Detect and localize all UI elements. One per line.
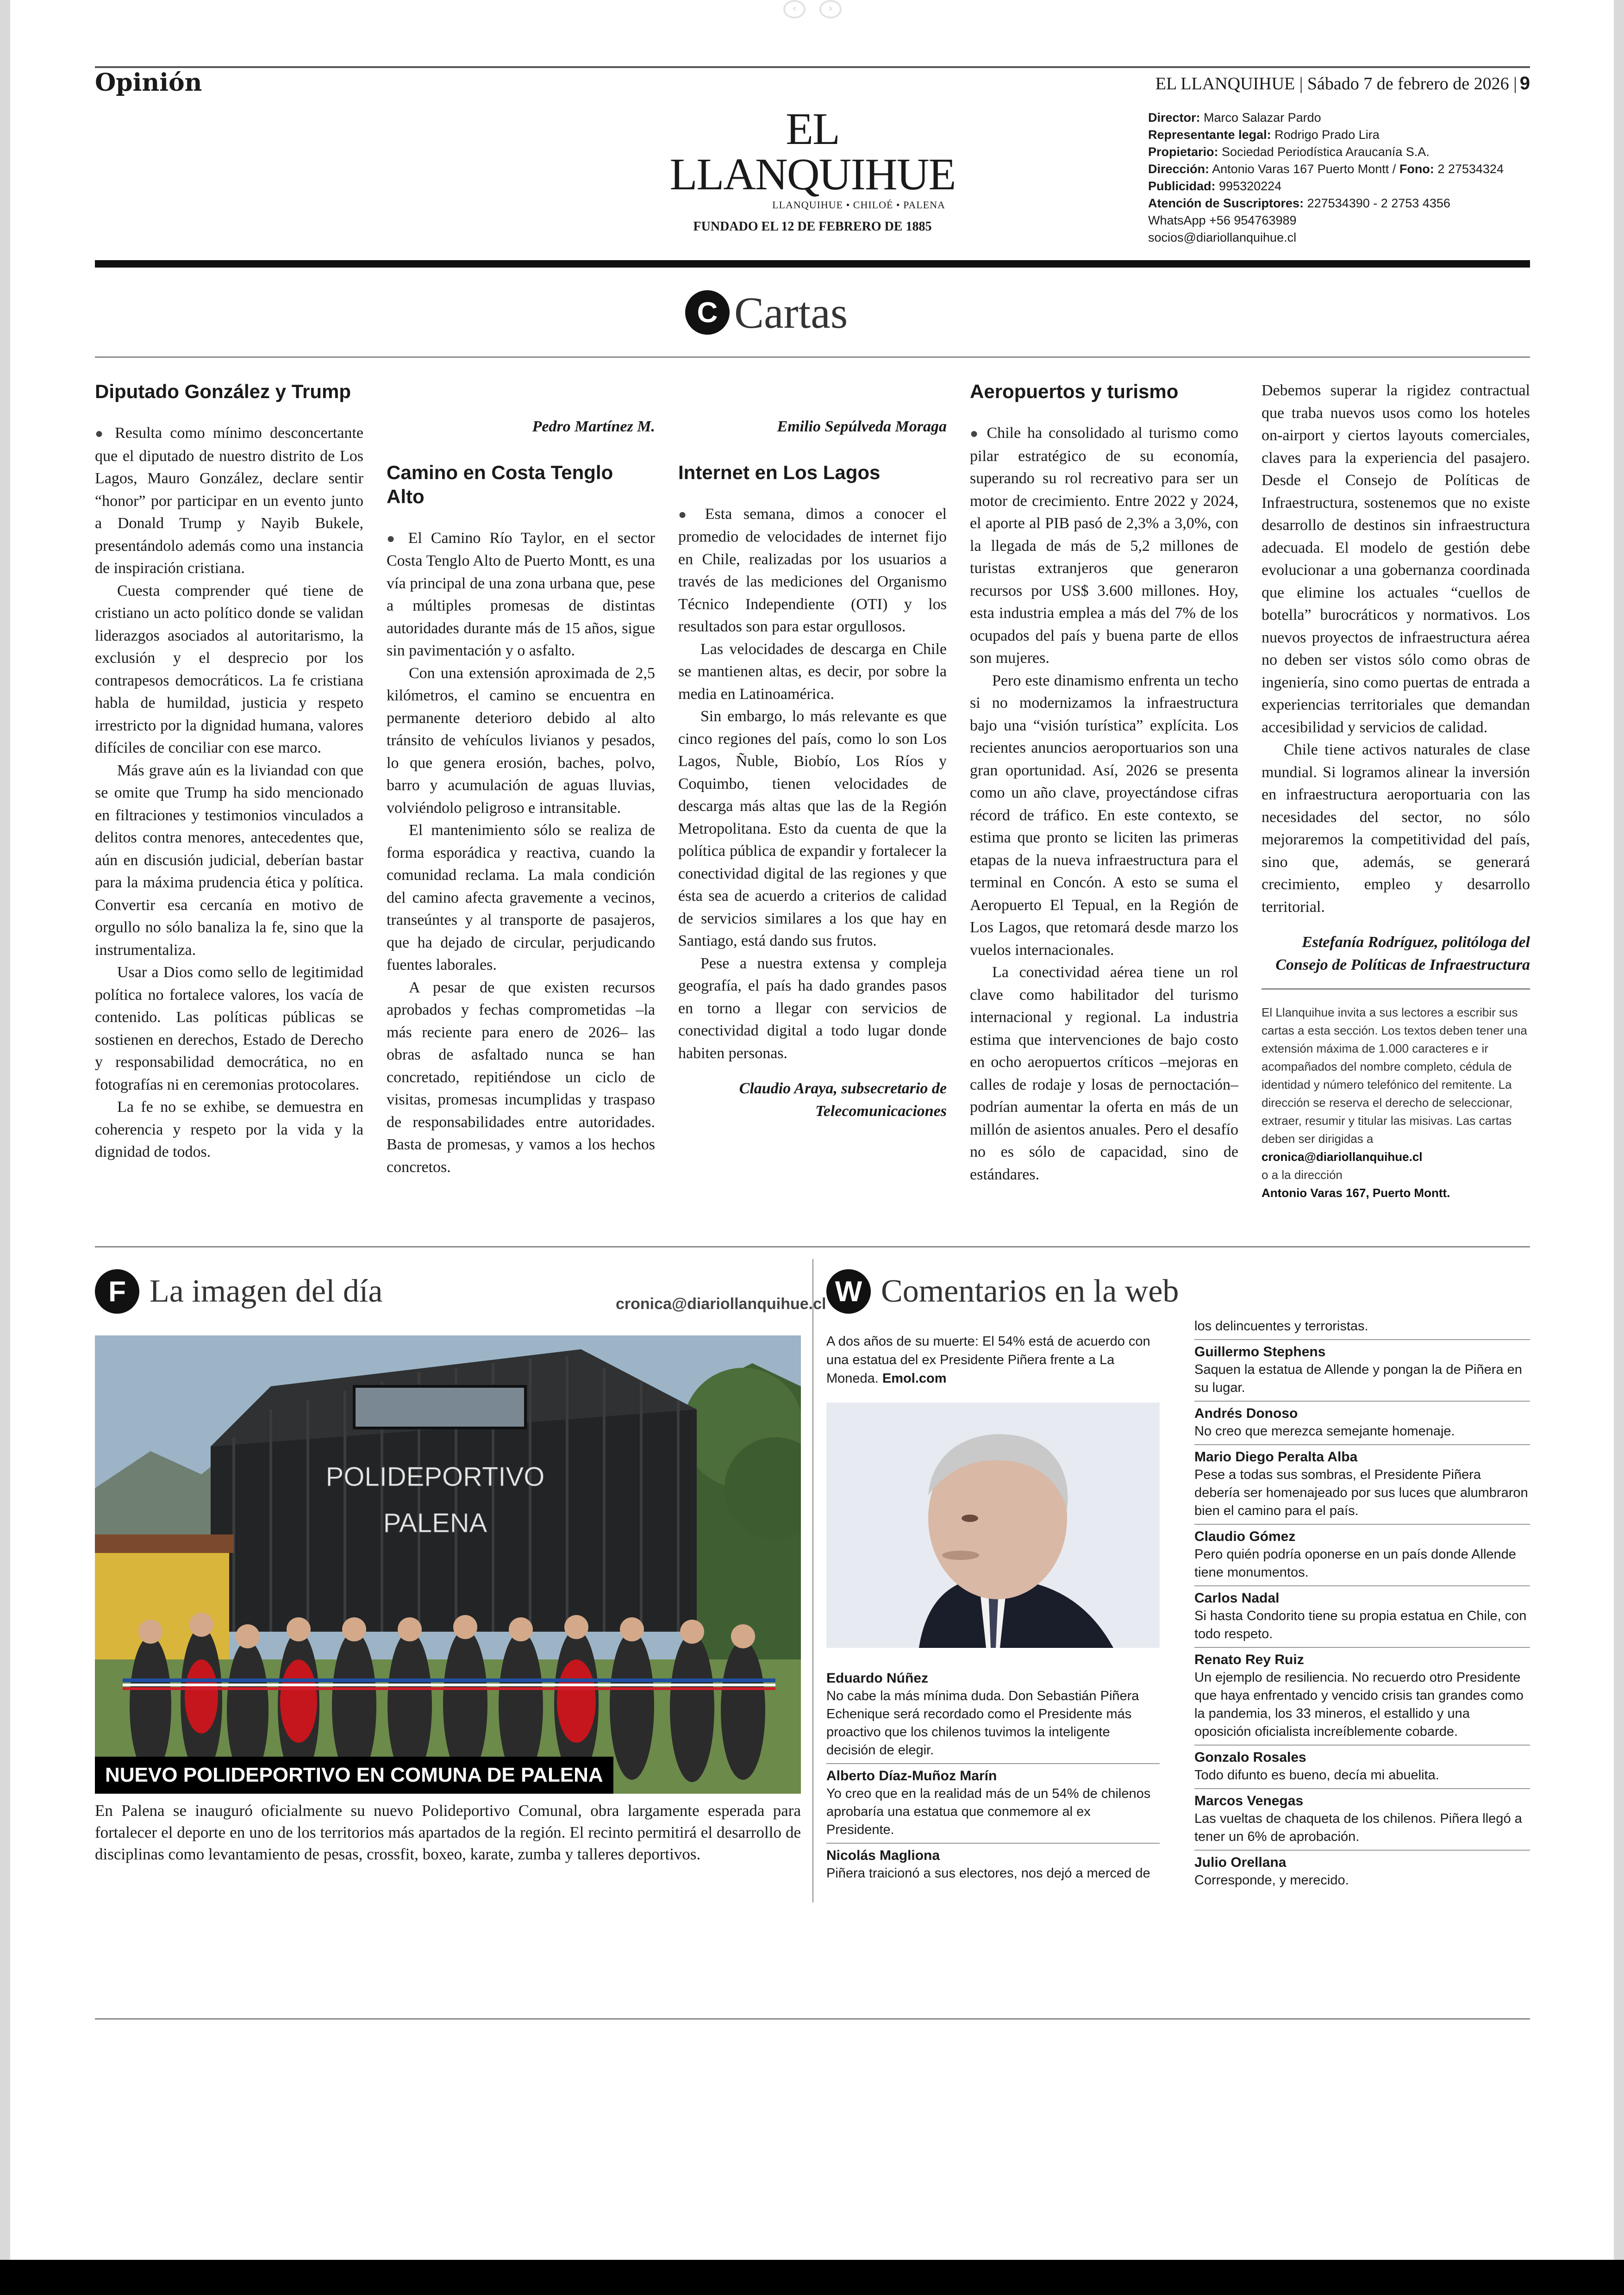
column-3: [678, 403, 947, 1145]
staff-line: [1148, 195, 1532, 212]
comment-item: [1194, 1648, 1530, 1746]
comment-text: Piñera traicionó a sus electores, nos dejó a merced de: [826, 1866, 1150, 1881]
letter-paragraph: Más grave aún es la liviandad con que se omite que Trump ha sido mencionado en filtraciones y testimonios vinculados a delitos contra menores, antecedentes que, aún en discusión judicial, deberían bastar para la máxima prudencia ética y política. Convertir esa cercanía en motivo de orgullo no sólo banaliza la fe, sino que la instrumentaliza.: [95, 761, 363, 959]
viewer-left-rail: [0, 0, 10, 2295]
staff-value: Sociedad Periodística Araucanía S.A.: [1222, 145, 1430, 159]
bottom-rule: [95, 2018, 1530, 2020]
section-label: Opinión: [95, 69, 202, 97]
comment-author: Guillermo Stephens: [1194, 1344, 1326, 1360]
cartas-rule: [95, 356, 1530, 358]
masthead: [662, 106, 963, 234]
staff-label: Representante legal:: [1148, 128, 1271, 142]
next-page-icon[interactable]: ›: [819, 0, 842, 19]
notice-email[interactable]: cronica@diariollanquihue.cl: [1262, 1150, 1423, 1164]
letter-paragraph: La fe no se exhibe, se demuestra en coherencia y respeto por la vida y la dignidad de todos.: [95, 1098, 363, 1160]
comment-text: Corresponde, y merecido.: [1194, 1873, 1349, 1888]
building-sign-line-1: POLIDEPORTIVO: [325, 1462, 545, 1492]
letter-paragraph: Debemos superar la rigidez contractual que traba nuevos usos como los hoteles on-airport y ciertos layouts comerciales, claves para la experiencia del pasajero. Desde el Consejo de Políticas de Infraestructura, sostenemos que no existe desarrollo de destinos sin infraestructura adecuada. El modelo de gestión debe evolucionar a una gobernanza coordinada que elimine los actuales “cuellos de botella” burocráticos y normativos. Los nuevos proyectos de infraestructura aérea no deben ser vistos sólo como obras de ingeniería, sino como puertas de entrada a experiencias territoriales que demandan accesibilidad y servicios de calidad.: [1262, 382, 1530, 736]
column-1: [95, 380, 363, 1164]
comment-author: Andrés Donoso: [1194, 1406, 1298, 1421]
notice-or: o a la dirección: [1262, 1168, 1343, 1182]
portrait-illustration: [826, 1403, 1160, 1648]
imagen-email[interactable]: cronica@diariollanquihue.cl: [616, 1295, 826, 1313]
staff-value: Antonio Varas 167 Puerto Montt /: [1212, 162, 1396, 176]
comment-author: Renato Rey Ruiz: [1194, 1652, 1304, 1667]
staff-line: [1148, 229, 1532, 246]
comment-item: [1194, 1851, 1530, 1893]
comment-author: Marcos Venegas: [1194, 1793, 1304, 1809]
page-number: 9: [1519, 73, 1530, 94]
continued-spacer: [387, 380, 655, 403]
letter-paragraph: Cuesta comprender qué tiene de cristiano un acto político donde se validan liderazgos asociados al autoritarismo, la exclusión y el desprecio por los contrapesos democráticos. La fe cristiana habla de humildad, justicia y respeto irrestricto por la dignidad humana, valores difíciles de conciliar con ese marco.: [95, 582, 363, 756]
letter-title: Internet en Los Lagos: [678, 461, 881, 483]
photo-caption: NUEVO POLIDEPORTIVO EN COMUNA DE PALENA: [95, 1757, 613, 1794]
comment-text: los delincuentes y terroristas.: [1194, 1319, 1368, 1334]
comment-text: Pese a todas sus sombras, el Presidente Piñera debería ser homenajeado por sus luces que alumbraron bien el camino para el país.: [1194, 1467, 1528, 1518]
vertical-divider: [812, 1259, 813, 1902]
staff-line: [1148, 143, 1532, 161]
staff-line: [1148, 126, 1532, 143]
staff-label: Propietario:: [1148, 145, 1218, 159]
comment-item: [1194, 1340, 1530, 1402]
comment-author: Claudio Gómez: [1194, 1529, 1296, 1544]
letter-paragraph: ● Resulta como mínimo desconcertante que el diputado de nuestro distrito de Los Lagos, Mauro González, declare sentir “honor” por participar en un evento junto a Donald Trump y Nayib Bukele, presentándolo además como una instancia de inspiración cristiana.: [95, 422, 363, 580]
viewer-right-rail: [1614, 0, 1624, 2295]
web-intro: [826, 1332, 1160, 1388]
cartas-c-icon: C: [685, 290, 730, 335]
staff-label: Publicidad:: [1148, 179, 1216, 193]
viewer-bottom-bar: [0, 2260, 1624, 2295]
letter-title: Camino en Costa Tenglo Alto: [387, 461, 613, 507]
letters-notice: [1262, 988, 1530, 1202]
comment-author: Mario Diego Peralta Alba: [1194, 1449, 1358, 1465]
comment-text: No creo que merezca semejante homenaje.: [1194, 1424, 1455, 1439]
staff-value: socios@diariollanquihue.cl: [1148, 231, 1297, 244]
section-divider: [95, 1246, 1530, 1247]
staff-label: Fono:: [1399, 162, 1434, 176]
web-intro-text: A dos años de su muerte: El 54% está de acuerdo con una estatua del ex Presidente Piñera frente a La Moneda.: [826, 1334, 1150, 1386]
dateline: [1156, 73, 1530, 94]
comment-text: No cabe la más mínima duda. Don Sebastián Piñera Echenique será recordado como el Presidente más proactivo que los chilenos tuvimos la inteligente decisión de elegir.: [826, 1689, 1139, 1758]
comment-text: Pero quién podría oponerse en un país donde Allende tiene monumentos.: [1194, 1547, 1516, 1580]
imagen-header: [95, 1268, 382, 1315]
staff-value: 995320224: [1219, 179, 1282, 193]
letter-paragraph: Chile tiene activos naturales de clase mundial. Si logramos alinear la inversión en infraestructura aeroportuaria con las necesidades del sector, no sólo mejoraremos la competitividad del país, sino que, además, se generará crecimiento, empleo y desarrollo territorial.: [1262, 741, 1530, 916]
comment-item: [1194, 1315, 1530, 1340]
staff-value: 227534390 - 2 2753 4356: [1307, 196, 1450, 210]
staff-value: Rodrigo Prado Lira: [1274, 128, 1380, 142]
letter-paragraph: ● El Camino Río Taylor, en el sector Costa Tenglo Alto de Puerto Montt, es una vía principal de una zona urbana que, pese a múltiples promesas de distintas autoridades durante más de 15 años, sigue sin pavimentación y o asfalto.: [387, 527, 655, 662]
comment-author: Carlos Nadal: [1194, 1590, 1280, 1606]
cartas-title: Cartas: [734, 287, 848, 337]
staff-line: [1148, 161, 1532, 178]
comment-item: [826, 1764, 1160, 1844]
comment-text: Saquen la estatua de Allende y pongan la de Piñera en su lugar.: [1194, 1362, 1522, 1395]
comment-item: [1194, 1525, 1530, 1586]
staff-value: Marco Salazar Pardo: [1204, 111, 1321, 125]
comment-author: Eduardo Núñez: [826, 1671, 929, 1686]
letter-paragraph: Pese a nuestra extensa y compleja geografía, el país ha dado grandes pasos en torno a llegar con servicios de conectividad digital a todo lugar donde habiten personas.: [678, 954, 947, 1062]
column-2: [387, 380, 655, 1179]
letter-paragraph: El mantenimiento sólo se realiza de forma esporádica y reactiva, cuando la comunidad reclama. La mala condición del camino afecta gravemente a vecinos, transeúntes y al transporte de pasajeros, que ha dejado de circular, perjudicando fuentes laborales.: [387, 822, 655, 973]
imagen-title: La imagen del día: [150, 1273, 383, 1309]
notice-text: El Llanquihue invita a sus lectores a escribir sus cartas a esta sección. Los textos deben tener una extensión máxima de 1.000 caracteres e ir acompañados del nombre completo, cédula de identidad y número telefónico del remitente. La dirección se reserva el derecho de seleccionar, extraer, resumir y titular las misivas. Las cartas deben ser dirigidas a: [1262, 1005, 1527, 1146]
column-5: [1262, 380, 1530, 1202]
letter-paragraph: ● Chile ha consolidado al turismo como pilar estratégico de su economía, superando su rol recreativo para ser un motor de crecimiento. Entre 2022 y 2024, el aporte al PIB pasó de 2,3% a 3,0%, con la llegada de más de 5,2 millones de turistas extranjeros que generaron recursos por US$ 3.600 millones. Hoy, esta industria emplea a más del 7% de los ocupados del país y buena parte de ellos son mujeres.: [970, 422, 1238, 670]
comment-item: [1194, 1746, 1530, 1789]
letter-paragraph: Las velocidades de descarga en Chile se mantienen altas, es decir, por sobre la media en Latinoamérica.: [678, 640, 947, 703]
comment-author: Alberto Díaz-Muñoz Marín: [826, 1768, 997, 1784]
cartas-header: [685, 287, 848, 338]
pinera-portrait: [826, 1403, 1160, 1648]
comment-item: [1194, 1402, 1530, 1445]
comment-text: Todo difunto es bueno, decía mi abuelita.: [1194, 1768, 1439, 1783]
founded-line: FUNDADO EL 12 DE FEBRERO DE 1885: [693, 219, 932, 234]
newspaper-logo: EL LLANQUIHUE: [669, 104, 956, 200]
imagen-f-icon: F: [95, 1269, 139, 1314]
polideportivo-photo-illustration: [95, 1335, 801, 1794]
comment-author: Julio Orellana: [1194, 1855, 1287, 1870]
comment-item: [1194, 1789, 1530, 1851]
imagen-description: En Palena se inauguró oficialmente su nuevo Polideportivo Comunal, obra largamente esperada para fortalecer el deporte en uno de los territorios más apartados de la región. El recinto permitirá el desarrollo de disciplinas como levantamiento de pesas, crossfit, boxeo, karate, zumba y talleres deportivos.: [95, 1802, 801, 1863]
column-4: [970, 380, 1238, 1186]
web-w-icon: W: [826, 1269, 871, 1314]
comments-left-list: [826, 1666, 1160, 1886]
staff-line: [1148, 109, 1532, 126]
header-top-rule: [95, 66, 1530, 68]
staff-label: Director:: [1148, 111, 1200, 125]
web-header: [826, 1268, 1179, 1315]
letter-paragraph: A pesar de que existen recursos aprobados y fechas comprometidas –la más reciente para enero de 2026– las obras de asfaltado nunca se han concretado, repitiéndose un ciclo de visitas, promesas incumplidas y traspaso de responsabilidades entre autoridades. Basta de promesas, y vamos a los hechos concretos.: [387, 979, 655, 1176]
letter-paragraph: Usar a Dios como sello de legitimidad política no fortalece valores, los vacía de contenido. Las políticas públicas se sostienen en derechos, Estado de Derecho y responsabilidad democrática, no en fotografías ni en ceremonias protocolares.: [95, 964, 363, 1093]
comment-text: Las vueltas de chaqueta de los chilenos. Piñera llegó a tener un 6% de aprobación.: [1194, 1811, 1522, 1844]
staff-value: WhatsApp +56 954763989: [1148, 213, 1297, 227]
letter-paragraph: Sin embargo, lo más relevante es que cinco regiones del país, como lo son Los Lagos, Ñuble, Biobío, Los Ríos y Coquimbo, tienen velocidades de descarga más altas que las de la Región Metropolitana. Esto da cuenta de que la política pública de expandir y fortalecer la conectividad digital de las regiones y que ésta sea de acuerdo a criterios de calidad de servicios similares a los que hay en Santiago, está dando sus frutos.: [678, 708, 947, 949]
staff-line: [1148, 212, 1532, 229]
comment-item: [1194, 1445, 1530, 1525]
letter-paragraph: La conectividad aérea tiene un rol clave como habilitador del turismo internacional y regional. La industria estima que intervenciones de bajo costo en ocho aeropuertos críticos –mejoras en calles de rodaje y losas de pernoctación– podrían aumentar la oferta en más de un millón de asientos anuales. Pero el desafío no es sólo de capacidad, sino de estándares.: [970, 964, 1238, 1183]
comment-text: Un ejemplo de resiliencia. No recuerdo otro Presidente que haya enfrentado y vencido crisis tan grandes como la pandemia, los 33 mineros, el estallido y una oposición oficialista increíblemente cobarde.: [1194, 1670, 1524, 1739]
imagen-photo: [95, 1335, 801, 1794]
previous-page-icon[interactable]: ‹: [783, 0, 806, 19]
staff-line: [1148, 178, 1532, 195]
staff-label: Atención de Suscriptores:: [1148, 196, 1304, 210]
comment-author: Gonzalo Rosales: [1194, 1750, 1306, 1765]
letter-paragraph: ● Esta semana, dimos a conocer el promedio de velocidades de internet fijo en Chile, realizadas por los usuarios a través de las mediciones del Organismo Técnico Independiente (OTI) y los resultados son para estar orgullosos.: [678, 503, 947, 638]
letter-title: Aeropuertos y turismo: [970, 380, 1179, 402]
web-intro-source[interactable]: Emol.com: [882, 1371, 947, 1386]
masthead-rule: [95, 260, 1530, 268]
letter-paragraph: Con una extensión aproximada de 2,5 kilómetros, el camino se encuentra en permanente deterioro debido al alto tránsito de vehículos livianos y pesados, lo que genera erosión, baches, polvo, barro y acumulación de aguas lluvias, volviéndolo peligroso e intransitable.: [387, 664, 655, 817]
logo-tagline: LLANQUIHUE • CHILOÉ • PALENA: [772, 199, 945, 211]
letter-signature: Estefanía Rodríguez, politóloga del Consejo de Políticas de Infraestructura: [1275, 934, 1530, 973]
comment-text: Yo creo que en la realidad más de un 54% de chilenos aprobaría una estatua que conmemore al ex Presidente.: [826, 1786, 1151, 1837]
notice-address: Antonio Varas 167, Puerto Montt.: [1262, 1186, 1450, 1200]
letter-paragraph: Pero este dinamismo enfrenta un techo si no modernizamos la infraestructura bajo una “visión turística” explícita. Los recientes anuncios aeroportuarios son una gran oportunidad. Así, 2026 se presenta como un año clave, proyectándose cifras récord de tráfico. En este contexto, se estima que pronto se liciten las primeras etapas de la nueva infraestructura para el terminal en Concón. A esto se suma el Aeropuerto El Tepual, en la Región de Los Lagos, que retomará desde marzo los vuelos internacionales.: [970, 672, 1238, 959]
staff-value: 2 27534324: [1437, 162, 1504, 176]
comment-author: Nicolás Magliona: [826, 1848, 940, 1863]
letter-title: Diputado González y Trump: [95, 380, 351, 402]
letter-signature: Emilio Sepúlveda Moraga: [777, 418, 947, 435]
comment-item: [1194, 1586, 1530, 1648]
letter-signature: Pedro Martínez M.: [532, 418, 655, 435]
staff-box: [1148, 109, 1532, 246]
comments-right-list: [1194, 1315, 1530, 1893]
building-sign-line-2: PALENA: [383, 1508, 487, 1538]
dateline-text: EL LLANQUIHUE | Sábado 7 de febrero de 2026 |: [1155, 74, 1517, 94]
comment-text: Si hasta Condorito tiene su propia estatua en Chile, con todo respeto.: [1194, 1609, 1527, 1641]
comment-item: [826, 1666, 1160, 1764]
web-title: Comentarios en la web: [881, 1273, 1179, 1309]
comment-item: [826, 1844, 1160, 1886]
staff-label: Dirección:: [1148, 162, 1210, 176]
letter-signature: Claudio Araya, subsecretario de Telecomunicaciones: [739, 1080, 947, 1120]
